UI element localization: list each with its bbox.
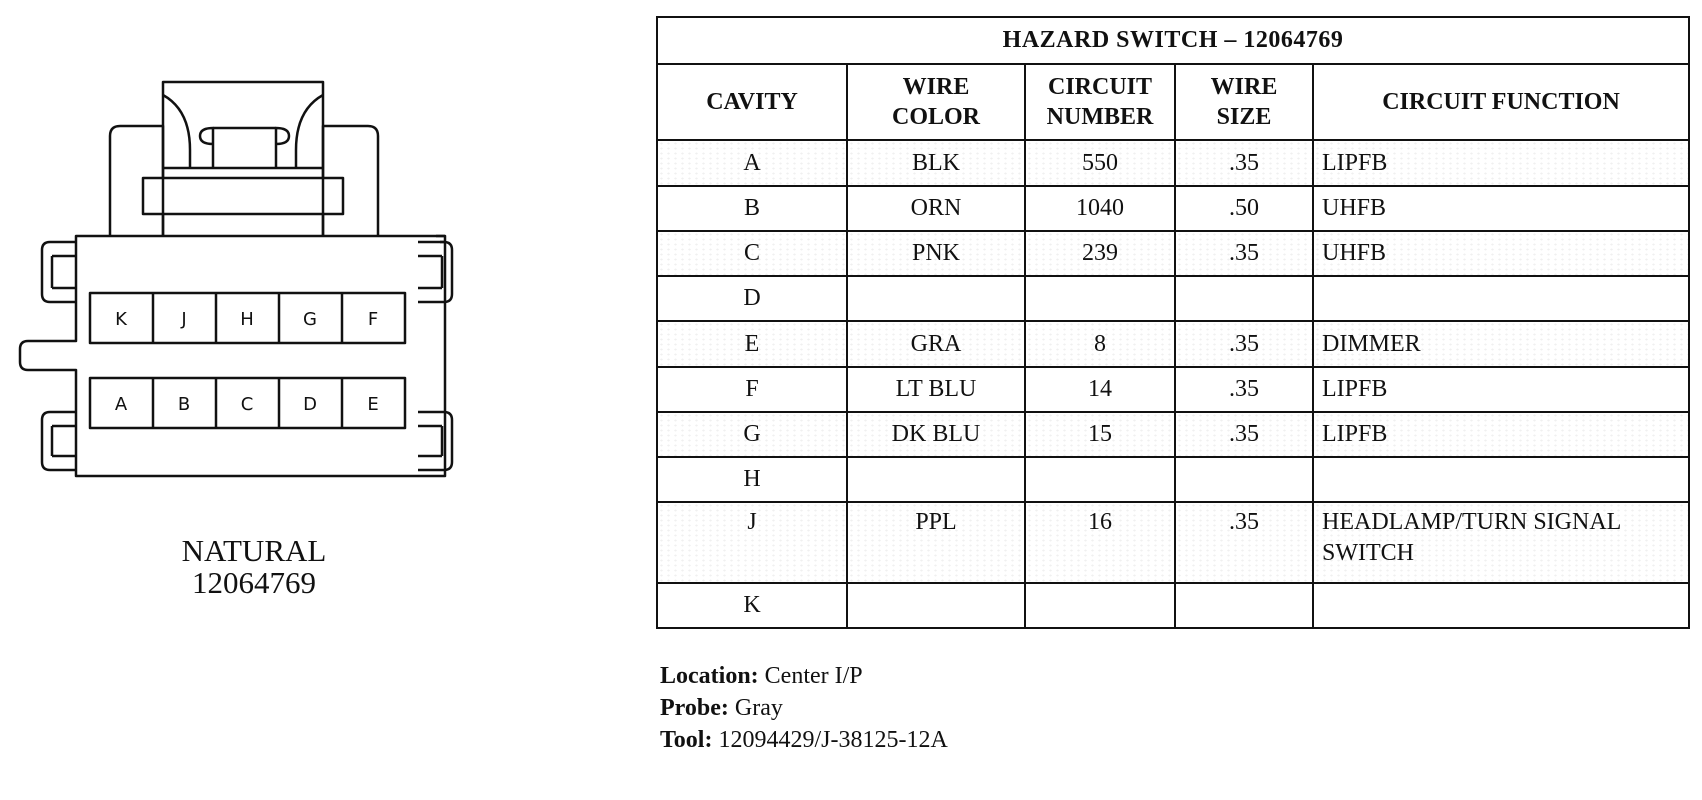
cell-cavity: D	[657, 276, 847, 321]
cell-circuit-number	[1025, 276, 1175, 321]
cell-cavity: B	[657, 186, 847, 231]
cell-circuit-number: 550	[1025, 140, 1175, 185]
cell-circuit-function: LIPFB	[1313, 367, 1689, 412]
table-row	[657, 231, 1689, 276]
cell-cavity: K	[657, 583, 847, 628]
cell-circuit-number: 16	[1025, 502, 1175, 582]
cell-circuit-number: 15	[1025, 412, 1175, 457]
table-row	[657, 457, 1689, 502]
location-line: Location: Center I/P	[660, 663, 863, 689]
cell-circuit-function: LIPFB	[1313, 412, 1689, 457]
cell-wire-size	[1175, 457, 1313, 502]
table-row	[657, 412, 1689, 457]
cell-cavity: F	[657, 367, 847, 412]
cell-wire-color	[847, 276, 1025, 321]
pin-label: E	[367, 394, 379, 415]
connector-face-diagram	[0, 0, 460, 500]
cell-wire-color: PNK	[847, 231, 1025, 276]
table-row	[657, 367, 1689, 412]
cell-wire-size: .35	[1175, 412, 1313, 457]
cell-circuit-number	[1025, 583, 1175, 628]
cell-circuit-function	[1313, 457, 1689, 502]
connector-color-label: NATURAL	[181, 533, 327, 568]
connector-latch-housing	[110, 126, 163, 236]
cell-wire-size: .35	[1175, 321, 1313, 366]
pin-label: A	[114, 394, 128, 415]
cell-circuit-function: LIPFB	[1313, 140, 1689, 185]
cell-circuit-function: HEADLAMP/TURN SIGNAL SWITCH	[1313, 502, 1689, 582]
cell-circuit-function: UHFB	[1313, 231, 1689, 276]
table-title: HAZARD SWITCH – 12064769	[657, 17, 1689, 64]
header-wire-size: WIRE SIZE	[1175, 64, 1313, 140]
pin-label: G	[303, 309, 317, 330]
cell-circuit-number: 239	[1025, 231, 1175, 276]
cell-wire-color	[847, 457, 1025, 502]
header-circuit-number: CIRCUIT NUMBER	[1025, 64, 1175, 140]
pin-label: F	[367, 309, 379, 330]
cell-cavity: C	[657, 231, 847, 276]
cell-wire-color: PPL	[847, 502, 1025, 582]
cell-circuit-function	[1313, 583, 1689, 628]
header-wire-color: WIRE COLOR	[847, 64, 1025, 140]
cell-cavity: A	[657, 140, 847, 185]
pinout-table	[656, 16, 1690, 629]
cell-wire-size: .35	[1175, 367, 1313, 412]
cell-wire-color	[847, 583, 1025, 628]
cell-wire-color: GRA	[847, 321, 1025, 366]
table-row	[657, 321, 1689, 366]
cell-circuit-function: UHFB	[1313, 186, 1689, 231]
cell-wire-size: .35	[1175, 140, 1313, 185]
cell-wire-color: ORN	[847, 186, 1025, 231]
cell-circuit-function: DIMMER	[1313, 321, 1689, 366]
probe-value: Gray	[734, 695, 783, 721]
table-row	[657, 583, 1689, 628]
cell-cavity: J	[657, 502, 847, 582]
pin-label: B	[177, 394, 191, 415]
connector-info	[660, 660, 948, 756]
cell-circuit-number	[1025, 457, 1175, 502]
table-row	[657, 276, 1689, 321]
pin-label: C	[240, 394, 254, 415]
table-row	[657, 186, 1689, 231]
cell-wire-color: DK BLU	[847, 412, 1025, 457]
tool-value: 12094429/J-38125-12A	[718, 727, 948, 753]
pin-label: D	[303, 394, 317, 415]
cell-wire-size	[1175, 583, 1313, 628]
table-row	[657, 502, 1689, 582]
cell-wire-size: .35	[1175, 231, 1313, 276]
cell-circuit-number: 14	[1025, 367, 1175, 412]
header-circuit-function: CIRCUIT FUNCTION	[1313, 64, 1689, 140]
cell-circuit-number: 1040	[1025, 186, 1175, 231]
tool-line: Tool: 12094429/J-38125-12A	[660, 727, 948, 753]
connector-caption	[150, 535, 358, 599]
cell-wire-size: .50	[1175, 186, 1313, 231]
location-value: Center I/P	[764, 663, 863, 689]
connector-body	[20, 236, 445, 476]
table-row	[657, 140, 1689, 185]
cell-wire-size: .35	[1175, 502, 1313, 582]
pin-label: H	[240, 309, 254, 330]
header-cavity: CAVITY	[657, 64, 847, 140]
cell-circuit-number: 8	[1025, 321, 1175, 366]
cell-cavity: G	[657, 412, 847, 457]
cell-wire-size	[1175, 276, 1313, 321]
connector-part-number: 12064769	[192, 565, 316, 600]
pin-label: J	[181, 309, 187, 330]
cell-cavity: H	[657, 457, 847, 502]
probe-line: Probe: Gray	[660, 695, 783, 721]
cell-cavity: E	[657, 321, 847, 366]
cell-wire-color: BLK	[847, 140, 1025, 185]
pin-label: K	[115, 309, 127, 330]
cell-wire-color: LT BLU	[847, 367, 1025, 412]
cell-circuit-function	[1313, 276, 1689, 321]
